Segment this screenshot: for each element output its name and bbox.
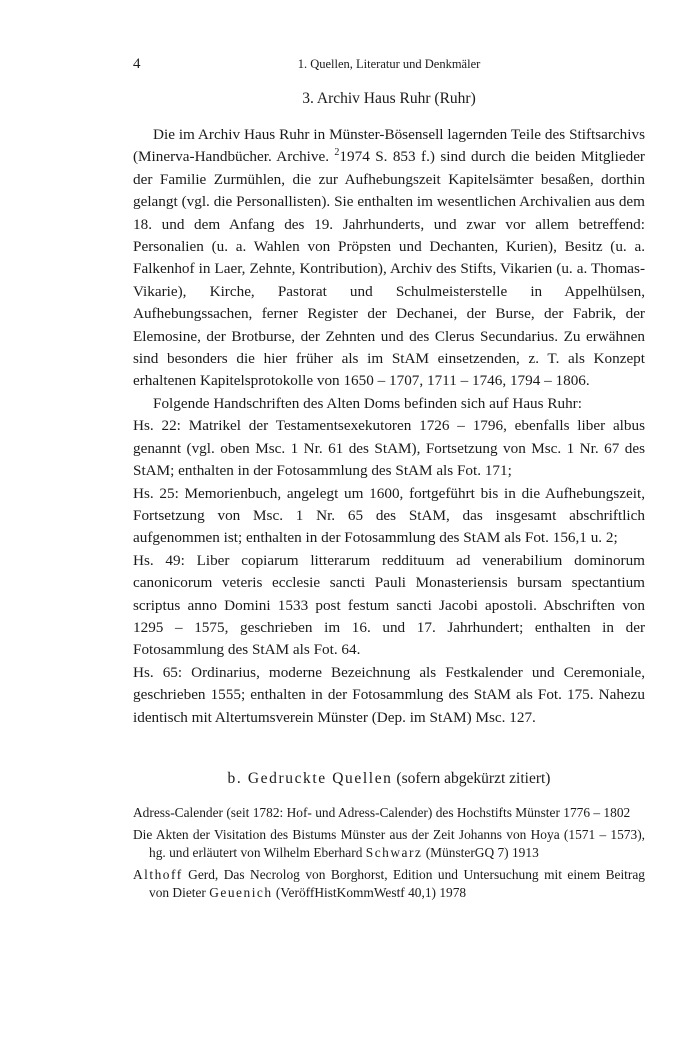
- edition-superscript: 2: [334, 147, 340, 159]
- entry2-part-b: (MünsterGQ 7) 1913: [422, 845, 539, 861]
- paragraph1-part-a: Die im Archiv Haus Ruhr in Münster-Bösensell lagernden Teile des Stiftsarchivs (Minerva-Handbücher. Archive.: [133, 126, 645, 166]
- subsection-title: [133, 768, 645, 790]
- manuscript-hs22: Hs. 22: Matrikel der Testamentsexekutoren 1726 – 1796, ebenfalls liber albus genannt (vgl. oben Msc. 1 Nr. 61 des StAM), Fortsetzung von Msc. 1 Nr. 67 des StAM; enthalten in der Fotosammlung des StAM als Fot. 171;: [133, 417, 645, 480]
- manuscript-hs65: Hs. 65: Ordinarius, moderne Bezeichnung als Festkalender und Ceremoniale, geschrieben 1555; enthalten in der Fotosammlung des StAM als Fot. 175. Nahezu identisch mit Altertumsverein Münster (Dep. im StAM) Msc. 127.: [133, 663, 645, 726]
- entry3-part-a: Gerd, Das Necrolog von Borghorst, Edition und Untersuchung mit einem Beitrag von Dieter: [149, 866, 645, 901]
- contributor-name: Geuenich: [209, 885, 273, 901]
- bibliography-list: [133, 804, 645, 906]
- author-name: Schwarz: [365, 845, 423, 861]
- manuscript-hs25: Hs. 25: Memorienbuch, angelegt um 1600, fortgeführt bis in die Aufhebungszeit, Fortsetzung von Msc. 1 Nr. 65 des StAM, das insgesamt abschriftlich aufgenommen ist; enthalten in der Fotosammlung des StAM als Fot. 156,1 u. 2;: [133, 484, 645, 547]
- subsection-title-main: b. Gedruckte Quellen: [227, 770, 393, 787]
- page-header: [133, 56, 645, 76]
- bibliography-entry: [133, 866, 645, 903]
- section-title: 3. Archiv Haus Ruhr (Ruhr): [302, 90, 476, 107]
- paragraph1-part-b: 1974 S. 853 f.) sind durch die beiden Mitglieder der Familie Zurmühlen, die zur Aufhebungszeit Kapitelsämter besaßen, dorthin gelangt (vgl. die Personallisten). Sie enthalten im wesentlichen Archivalien aus dem 18. und dem Anfang des 19. Jahrhunderts, und zwar vor allem betreffend: Personalien (u. a. Wahlen von Pröpsten und Dechanten, Kurien), Besitz (u. a. Falkenhof in Laer, Zehnte, Kontribution), Archiv des Stifts, Vikarien (u. a. Thomas-Vikarie), Kirche, Pastorat und Schulmeisterstelle in Appelhülsen, Aufhebungssachen, ferner Register der Dechanei, der Burse, der Fabrik, der Elemosine, der Brotburse, der Zehnten und des Clerus Secundarius. Zu erwähnen sind besonders die hier früher als im StAM einsetzenden, z. T. als Konzept erhaltenen Kapitelsprotokolle von 1650 – 1707, 1711 – 1746, 1794 – 1806.: [133, 148, 645, 390]
- author-name: Althoff: [133, 866, 183, 882]
- entry3-part-b: (VeröffHistKommWestf 40,1) 1978: [272, 885, 467, 901]
- bibliography-entry: Adress-Calender (seit 1782: Hof- und Adress-Calender) des Hochstifts Münster 1776 – 1802: [133, 805, 631, 820]
- manuscript-hs49: Hs. 49: Liber copiarum litterarum reddituum ad venerabilium dominorum canonicorum veteris ecclesie sancti Pauli Monasteriensis bursam spectantium scriptus anno Domini 1533 post festum sancti Jacobi apostoli. Abschriften von 1295 – 1575, geschrieben im 16. und 17. Jahrhundert; enthalten in der Fotosammlung des StAM als Fot. 64.: [133, 551, 645, 659]
- entry2-part-a: Die Akten der Visitation des Bistums Münster aus der Zeit Johanns von Hoya (1571 – 1573), hg. und erläutert von Wilhelm Eberhard: [133, 826, 645, 861]
- paragraph-archive-description: [133, 124, 645, 393]
- running-head: 1. Quellen, Literatur und Denkmäler: [297, 57, 481, 71]
- page-number: 4: [133, 56, 141, 72]
- bibliography-entry: [133, 826, 645, 863]
- subsection-title-note: (sofern abgekürzt zitiert): [396, 770, 551, 787]
- main-text: [133, 88, 645, 729]
- paragraph-manuscripts-intro: Folgende Handschriften des Alten Doms befinden sich auf Haus Ruhr:: [153, 394, 582, 412]
